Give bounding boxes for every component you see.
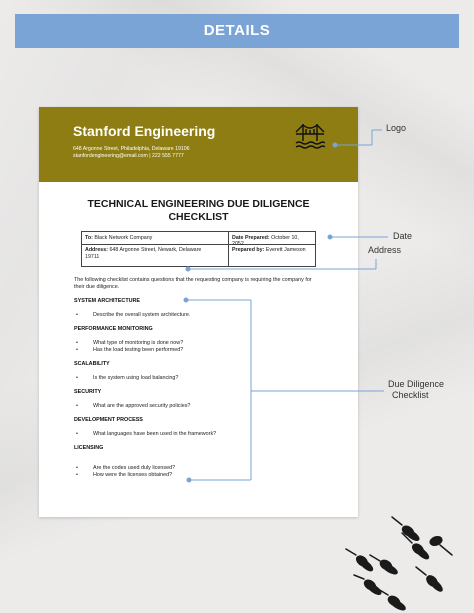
to-value: Black Network Company	[94, 235, 153, 241]
company-contact: stanfordengineering@email.com | 222 555 7777	[73, 153, 184, 159]
push-pin-icon	[429, 535, 452, 555]
section-heading: SECURITY	[74, 389, 102, 395]
section-heading: DEVELOPMENT PROCESS	[74, 417, 143, 423]
callout-checklist	[388, 379, 444, 401]
section-heading: PERFORMANCE MONITORING	[74, 326, 153, 332]
title-line-1: TECHNICAL ENGINEERING DUE DILIGENCE	[87, 198, 310, 210]
section-heading: LICENSING	[74, 445, 104, 451]
intro-line-1: The following checklist contains questions that the requesting company is requiring the company for	[74, 277, 312, 283]
checklist-item: • What languages have been used in the framework?	[76, 431, 217, 437]
push-pin-icon	[370, 555, 398, 576]
push-pins-decoration	[340, 515, 474, 613]
prepared-value: Everett Jameson	[265, 247, 306, 253]
callout-address: Address	[368, 245, 402, 255]
section-heading: SCALABILITY	[74, 361, 110, 367]
date-value: October 10, 2052	[232, 235, 299, 247]
address-value-line-1: 648 Argonne Street, Newark, Delaware	[109, 247, 202, 253]
address-label: Address:	[85, 247, 108, 253]
date-label: Date Prepared:	[232, 235, 270, 241]
checklist-item: • Describe the overall system architecture.	[76, 312, 191, 318]
push-pin-icon	[346, 549, 374, 572]
prepared-label: Prepared by:	[232, 247, 265, 253]
push-pin-icon	[354, 575, 382, 596]
checklist-item: • Is the system using load balancing?	[76, 375, 179, 381]
callout-date: Date	[393, 231, 413, 241]
checklist-item: • Has the load testing been performed?	[76, 347, 184, 353]
checklist-item: • What are the approved security policies?	[76, 403, 191, 409]
checklist-item: • How were the licenses obtained?	[76, 472, 173, 478]
address-value-line-2: 19711	[85, 254, 100, 260]
to-label: To:	[85, 235, 93, 241]
intro-line-2: their due diligence.	[74, 284, 120, 290]
callout-checklist-line-1: Due Diligence	[388, 379, 445, 389]
callout-logo: Logo	[386, 123, 407, 133]
checklist-item: • What type of monitoring is done now?	[76, 340, 184, 346]
callout-checklist-line-2: Checklist	[392, 390, 429, 400]
company-address: 648 Argonne Street, Philadelphia, Delaware 19106	[73, 146, 190, 152]
push-pin-icon	[392, 517, 420, 542]
checklist-item: • Are the codes used duly licensed?	[76, 465, 176, 471]
title-line-2: CHECKLIST	[168, 211, 229, 223]
push-pin-icon	[378, 589, 406, 612]
company-name: Stanford Engineering	[73, 123, 216, 139]
section-heading: SYSTEM ARCHITECTURE	[74, 298, 140, 304]
banner-title: DETAILS	[203, 22, 271, 39]
push-pin-icon	[416, 567, 444, 593]
